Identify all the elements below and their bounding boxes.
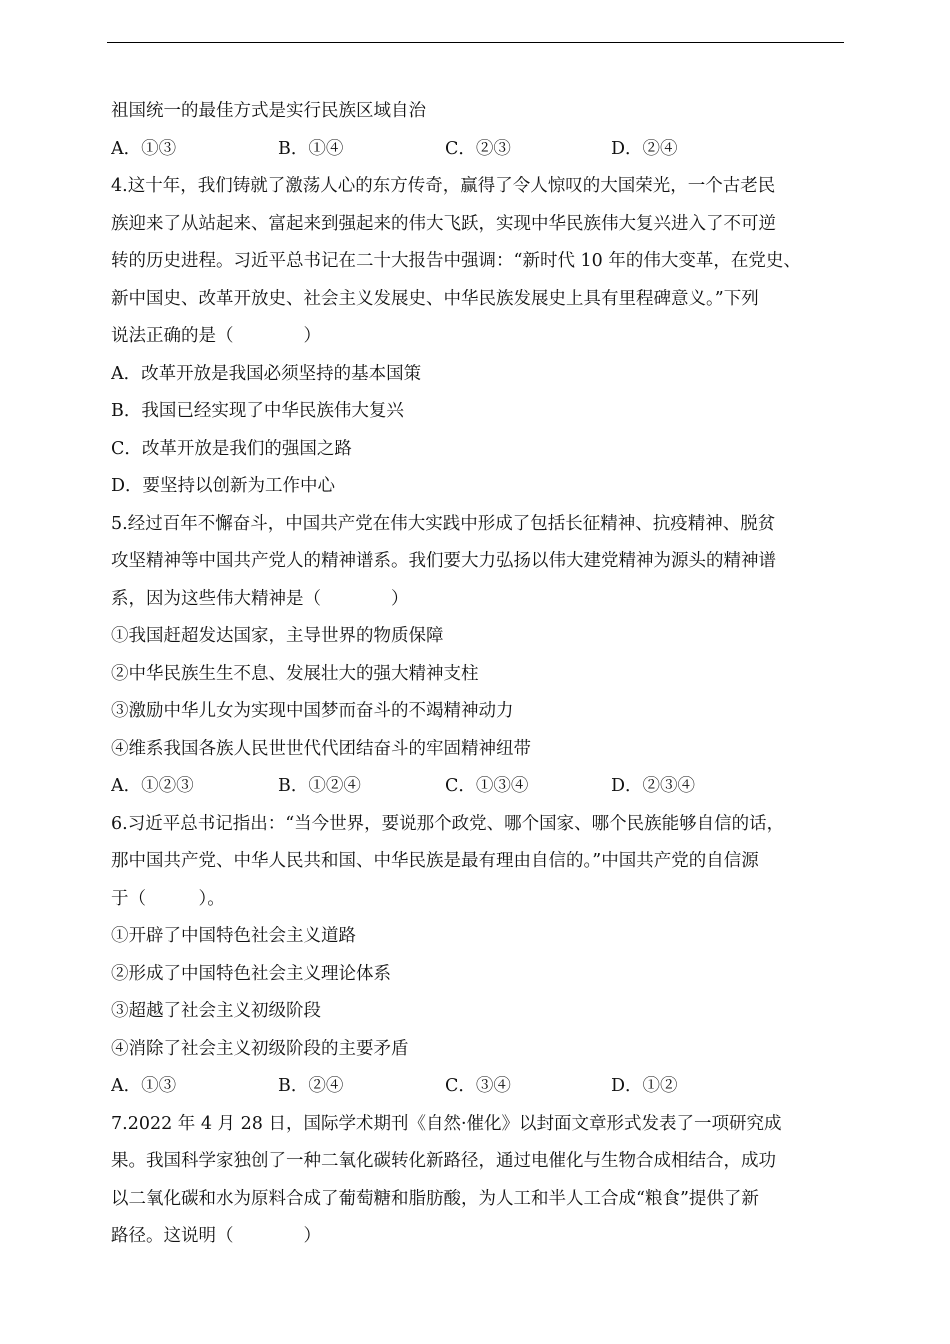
q4-stem-line: 新中国史、改革开放史、社会主义发展史、中华民族发展史上具有里程碑意义。”下列 xyxy=(111,288,759,309)
q5-item-2: ②中华民族生生不息、发展壮大的强大精神支柱 xyxy=(111,663,479,684)
q5-option-b: B．①②④ xyxy=(278,776,361,796)
q3-option-a: A．①③ xyxy=(111,138,177,159)
q4-stem-line: 族迎来了从站起来、富起来到强起来的伟大飞跃，实现中华民族伟大复兴进入了不可逆 xyxy=(111,213,776,234)
question-7 xyxy=(111,1106,846,1256)
header-rule xyxy=(107,42,844,43)
q5-stem-line: 5.经过百年不懈奋斗，中国共产党在伟大实践中形成了包括长征精神、抗疫精神、脱贫 xyxy=(111,513,776,534)
q6-option-a: A．①③ xyxy=(111,1076,177,1096)
q3-answer-options xyxy=(111,131,846,169)
q6-stem-line: 于（ ）。 xyxy=(111,888,225,909)
q5-item-4: ④维系我国各族人民世世代代团结奋斗的牢固精神纽带 xyxy=(111,738,531,759)
question-5 xyxy=(111,506,846,806)
q5-stem-line: 攻坚精神等中国共产党人的精神谱系。我们要大力弘扬以伟大建党精神为源头的精神谱 xyxy=(111,551,776,571)
q5-option-d: D．②③④ xyxy=(611,776,696,796)
q3-option-d: D．②④ xyxy=(611,138,678,159)
q5-answer-options xyxy=(111,768,846,806)
q4-option-d: D．要坚持以创新为工作中心 xyxy=(111,476,336,496)
q3-option-text: 祖国统一的最佳方式是实行民族区域自治 xyxy=(111,101,426,121)
q4-stem-line: 转的历史进程。习近平总书记在二十大报告中强调：“新时代 10 年的伟大变革，在党史、 xyxy=(111,251,801,271)
q4-option-c: C．改革开放是我们的强国之路 xyxy=(111,438,352,459)
q6-option-d: D．①② xyxy=(611,1076,678,1096)
q5-item-3: ③激励中华儿女为实现中国梦而奋斗的不竭精神动力 xyxy=(111,701,514,721)
q5-stem-line: 系，因为这些伟大精神是（ ） xyxy=(111,588,409,609)
q7-stem-line: 路径。这说明（ ） xyxy=(111,1226,321,1246)
q7-stem-line: 以二氧化碳和水为原料合成了葡萄糖和脂肪酸，为人工和半人工合成“粮食”提供了新 xyxy=(111,1188,759,1209)
q5-option-c: C．①③④ xyxy=(445,776,529,796)
exam-page-content xyxy=(111,93,846,1256)
q4-stem-line: 4.这十年，我们铸就了激荡人心的东方传奇，赢得了令人惊叹的大国荣光，一个古老民 xyxy=(111,176,776,196)
q4-option-b: B．我国已经实现了中华民族伟大复兴 xyxy=(111,401,404,421)
q5-option-a: A．①②③ xyxy=(111,776,194,796)
q6-option-b: B．②④ xyxy=(278,1076,344,1096)
question-6 xyxy=(111,806,846,1106)
q6-option-c: C．③④ xyxy=(445,1076,511,1096)
question-4 xyxy=(111,168,846,506)
q6-item-2: ②形成了中国特色社会主义理论体系 xyxy=(111,963,391,984)
q3-option-b: B．①④ xyxy=(278,138,344,159)
q7-stem-line: 7.2022 年 4 月 28 日，国际学术期刊《自然·催化》以封面文章形式发表了一项研究成 xyxy=(111,1113,782,1134)
q6-item-3: ③超越了社会主义初级阶段 xyxy=(111,1001,321,1021)
q4-option-a: A．改革开放是我国必须坚持的基本国策 xyxy=(111,363,422,384)
q4-stem-line: 说法正确的是（ ） xyxy=(111,326,321,346)
q6-stem-line: 那中国共产党、中华人民共和国、中华民族是最有理由自信的。”中国共产党的自信源 xyxy=(111,851,759,871)
q6-stem-line: 6.习近平总书记指出：“当今世界，要说那个政党、哪个国家、哪个民族能够自信的话， xyxy=(111,813,785,834)
q3-option-c: C．②③ xyxy=(445,138,511,159)
q7-stem-line: 果。我国科学家独创了一种二氧化碳转化新路径，通过电催化与生物合成相结合，成功 xyxy=(111,1151,776,1171)
q6-item-1: ①开辟了中国特色社会主义道路 xyxy=(111,926,356,946)
q6-answer-options xyxy=(111,1068,846,1106)
q6-item-4: ④消除了社会主义初级阶段的主要矛盾 xyxy=(111,1038,409,1059)
q5-item-1: ①我国赶超发达国家，主导世界的物质保障 xyxy=(111,626,444,646)
